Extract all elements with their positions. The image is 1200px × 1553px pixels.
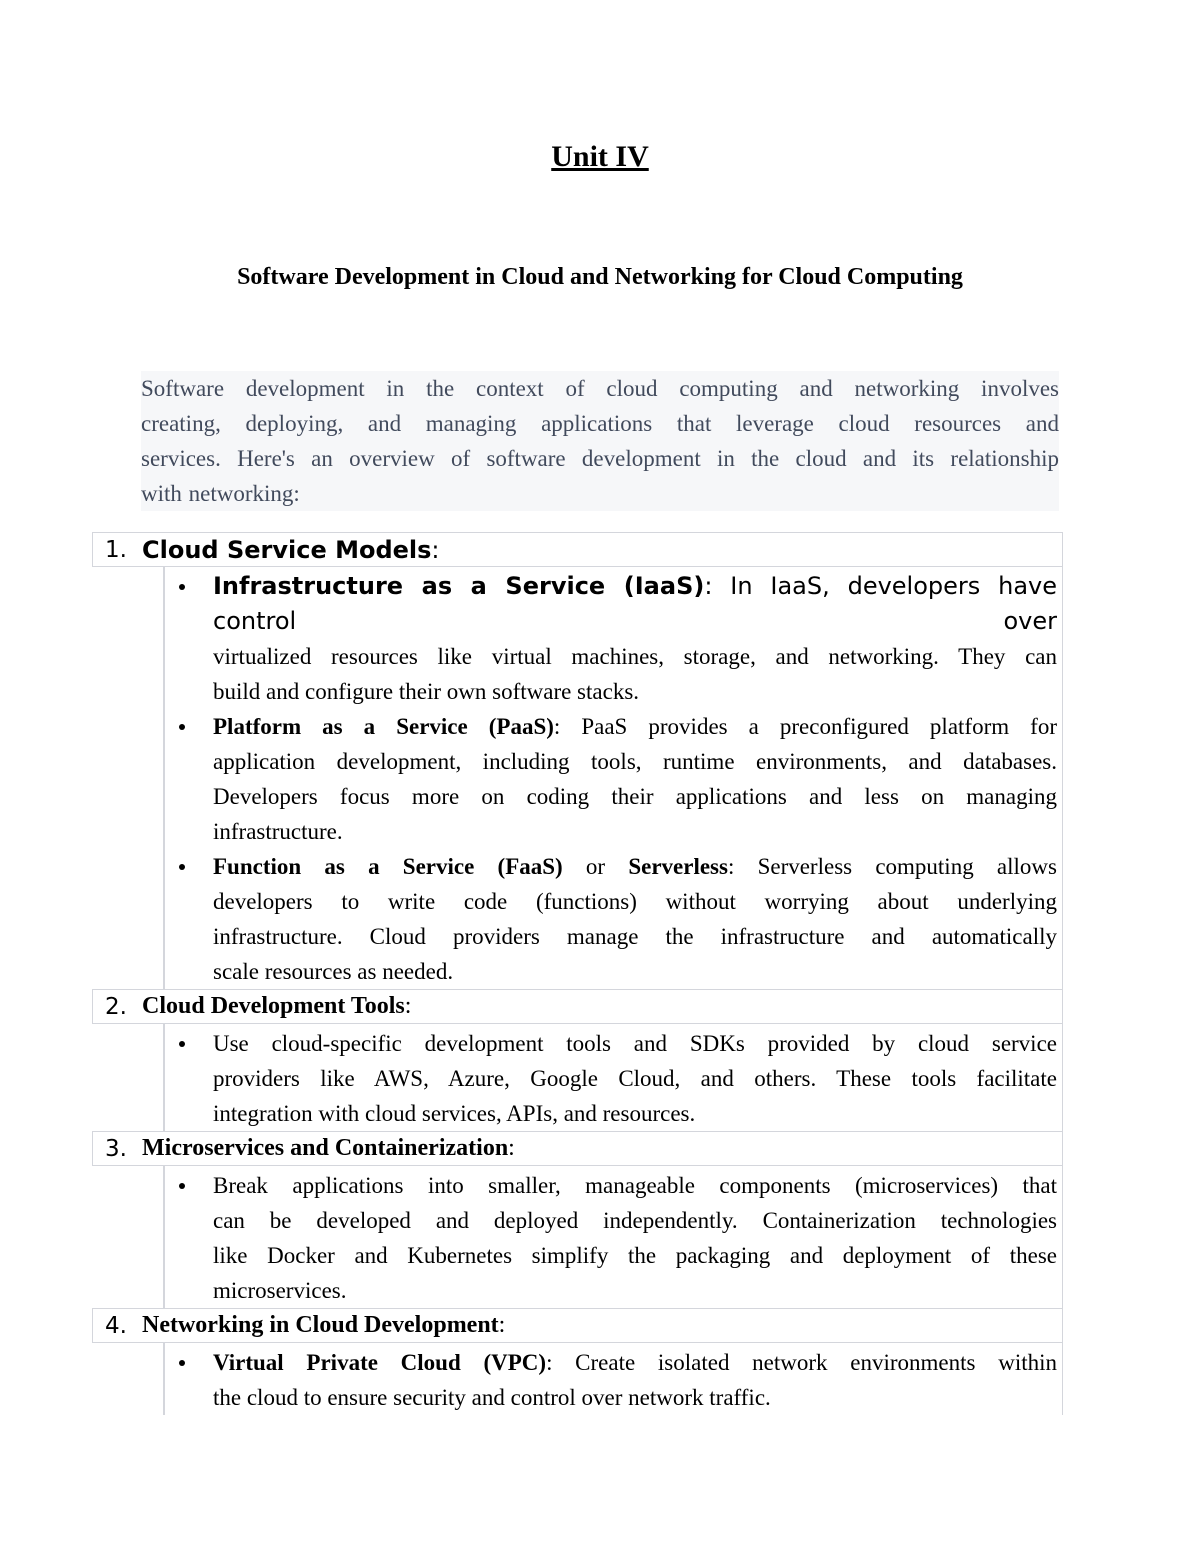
intro-line: services. Here's an overview of software development in the cloud and its relationship xyxy=(141,446,1059,471)
bullet-sep: : xyxy=(727,854,735,879)
list-item-paas xyxy=(165,709,1057,849)
bullet-line: can be developed and deployed independently. Containerization technologies xyxy=(213,1208,1057,1233)
bullet-line: integration with cloud services, APIs, and resources. xyxy=(213,1101,696,1126)
bullet-line: infrastructure. Cloud providers manage the infrastructure and automatically xyxy=(213,924,1057,949)
bullet-sep: : xyxy=(546,1350,553,1375)
bullet-first-text: Serverless computing allows xyxy=(734,854,1057,879)
intro-line: with networking: xyxy=(141,481,300,506)
bullet-term: Platform as a Service (PaaS) xyxy=(213,714,554,739)
section-title-text: Cloud Development Tools xyxy=(142,993,405,1019)
outline-list xyxy=(92,532,1063,1415)
bullet-first-line xyxy=(213,1345,1057,1380)
intro-line: creating, deploying, and managing applications that leverage cloud resources and xyxy=(141,411,1059,436)
bullet-term: Infrastructure as a Service (IaaS) xyxy=(213,572,705,600)
bullet-term-2: Serverless xyxy=(628,854,728,879)
bullet-first-line xyxy=(213,569,1057,639)
bullet-line: virtualized resources like virtual machines, storage, and networking. They can xyxy=(213,644,1057,669)
bullet-line: Break applications into smaller, manageable components (microservices) that xyxy=(213,1173,1057,1198)
bullet-line: Use cloud-specific development tools and SDKs provided by cloud service xyxy=(213,1031,1057,1056)
section-body xyxy=(163,1024,1063,1131)
bullet-sep: : xyxy=(704,572,713,600)
section-colon: : xyxy=(498,1312,506,1338)
page-subtitle: Software Development in Cloud and Networking for Cloud Computing xyxy=(237,264,963,290)
section-title-text: Cloud Service Models xyxy=(142,535,432,564)
bullet-line: application development, including tools, runtime environments, and databases. xyxy=(213,749,1057,774)
bullet-first-text: PaaS provides a preconfigured platform for xyxy=(560,714,1057,739)
bullet-sep: : xyxy=(553,714,561,739)
section-title xyxy=(142,1312,505,1339)
section-body xyxy=(163,1166,1063,1308)
page-title: Unit IV xyxy=(551,140,649,173)
bullet-line: developers to write code (functions) without worrying about underlying xyxy=(213,889,1057,914)
bullet-term: Virtual Private Cloud (VPC) xyxy=(213,1350,547,1375)
list-item-dev-tools xyxy=(165,1026,1057,1131)
section-number: 1. xyxy=(105,536,127,563)
bullet-line: infrastructure. xyxy=(213,819,343,844)
intro-line: Software development in the context of cloud computing and networking involves xyxy=(141,376,1059,401)
section-body xyxy=(163,1343,1063,1415)
section-heading-cloud-service-models xyxy=(92,532,1063,567)
list-item-iaas xyxy=(165,569,1057,709)
bullet-first-line xyxy=(213,849,1057,884)
section-title-text: Microservices and Containerization xyxy=(142,1135,509,1161)
bullet-first-text: Create isolated network environments within xyxy=(552,1350,1057,1375)
list-item-microservices xyxy=(165,1168,1057,1308)
section-number: 4. xyxy=(105,1312,127,1339)
section-heading-microservices xyxy=(92,1131,1063,1166)
section-colon: : xyxy=(431,535,440,564)
section-colon: : xyxy=(508,1135,515,1161)
section-body xyxy=(163,567,1063,989)
bullet-line: build and configure their own software stacks. xyxy=(213,679,640,704)
section-title xyxy=(142,993,411,1020)
list-item-vpc xyxy=(165,1345,1057,1415)
section-heading-networking xyxy=(92,1308,1063,1343)
bullet-first-line xyxy=(213,709,1057,744)
bullet-line: scale resources as needed. xyxy=(213,959,454,984)
section-title xyxy=(142,1135,515,1162)
section-heading-cloud-development-tools xyxy=(92,989,1063,1024)
list-item-faas xyxy=(165,849,1057,989)
bullet-line: providers like AWS, Azure, Google Cloud, and others. These tools facilitate xyxy=(213,1066,1057,1091)
bullet-mid: or xyxy=(562,854,629,879)
bullet-line: like Docker and Kubernetes simplify the packaging and deployment of these xyxy=(213,1243,1057,1268)
intro-paragraph xyxy=(141,371,1059,511)
bullet-line: Developers focus more on coding their applications and less on managing xyxy=(213,784,1057,809)
section-number: 2. xyxy=(105,993,127,1020)
bullet-first-text: In IaaS, developers have control over xyxy=(213,572,1057,635)
section-title xyxy=(142,536,440,564)
section-colon: : xyxy=(404,993,412,1019)
bullet-term: Function as a Service (FaaS) xyxy=(213,854,563,879)
section-title-text: Networking in Cloud Development xyxy=(142,1312,499,1338)
section-number: 3. xyxy=(105,1135,127,1162)
bullet-line: microservices. xyxy=(213,1278,347,1303)
bullet-line: the cloud to ensure security and control over network traffic. xyxy=(213,1385,771,1410)
